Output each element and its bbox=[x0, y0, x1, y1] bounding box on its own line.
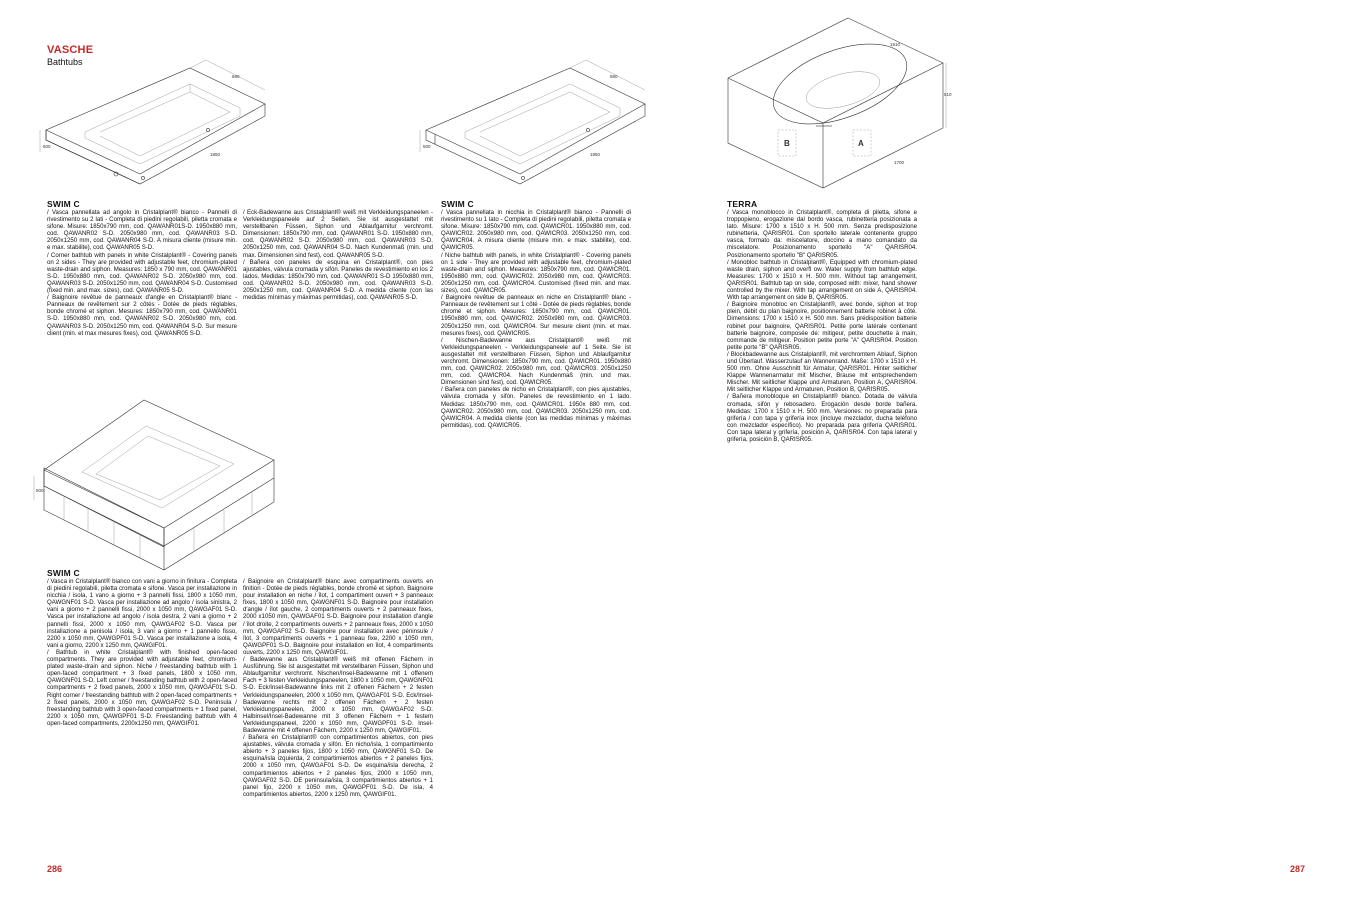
product-title-terra: TERRA bbox=[727, 199, 758, 209]
dim-width-label: 1510 bbox=[890, 42, 901, 47]
product-description-multilang: / Vasca pannellata in nicchia in Cristalplant® bianco - Pannelli di rivestimento su 1 lato - Completa di piedini regolabili, piletta cromata e sifone. Misure: 1850x790 mm, cod. QAWICR01. 1950x880 mm, cod. QAWICR02. 2050x980 mm, cod. QAWICR03. 2050x1250 mm, cod. QAWICR04. A misura cliente (misure min. e max. stabilite), cod. QAWICR05. / Niche bathtub with panels, in white Cristalplant® - Covering panels on 1 side - They are provided with adjustable feet, chromium-plated waste-drain and siphon. Measures: 1850x790 mm, cod. QAWICR01. 1950x880 mm, cod. QAWICR02. 2050x980 mm, cod. QAWICR03. 2050x1250 mm, cod. QAWICR04. Customised (fixed min. and max. sizes), cod. QAWICR05. / Baignoire revêtue de panneaux en niche en Cristalplant® blanc - Panneaux de revêtement sur 1 côté - Dotée de pieds réglables, bonde chromé et siphon. Mesures: 1850x790 mm, cod. QAWICR01. 1950x880 mm, cod. QAWICR02. 2050x980 mm, cod. QAWICR03. 2050x1250 mm, cod. QAWICR04. Sur mesure client (min. et max. mesures fixes), cod. QAWICR05. / Nischen-Badewanne aus Cristalplant® weiß mit Verkleidungspaneelen - Verkleidungspaneele auf 1 Seite. Sie ist ausgestattet mit verstellbaren Füssen, Siphon und Ablaufgarnitur verchromt. Dimensionen: 1850x790 mm, cod. QAWICR01. 1950x880 mm, cod. QAWICR02. 2050x980 mm, cod. QAWICR03. 2050x1250 mm, cod. QAWICR04. Nach Kundenmaß (min. und max. Dimensionen sind fest), cod. QAWICR05. / Bañera con paneles de nicho en Cristalplant®, con pies ajustables, válvula cromada y sifón. Paneles de revestimiento en 1 lado. Medidas: 1850x790 mm, cod. QAWICR01. 1950x 880 mm, cod. QAWICR02. 2050x980 mm, cod. QAWICR03. 2050x1250 mm, cod. QAWICR04. A medida cliente (con las medidas mínimas y máximas permitidas), cod. QAWICR05. bbox=[441, 209, 631, 429]
page-number-right: 287 bbox=[1290, 864, 1306, 874]
section-title: VASCHE bbox=[47, 44, 94, 56]
swim-c-corner-drawing bbox=[40, 60, 270, 190]
product-description-multilang: / Vasca monoblocco in Cristalplant®, completa di piletta, sifone e troppopieno, erogazione dal bordo vasca, rubinetteria posizionata a lato. Misure: 1700 x 1510 x H. 500 mm. Senza predisposizione rubinetteria, QARISR01. Con sportello laterale contenente gruppo vasca, formato da: miscelatore, doccino a mano comandato da miscelatore. Posizionamento sportello "A" QARISR04. Posizionamento sportello "B" QARISR05. / Monobloc bathtub in Cristalplant®, Equipped with chromium-plated waste drain, siphon and overfl ow. Water supply from bathtub edge. Measures: 1700 x 1510 x H. 500 mm. Without tap arrangement, QARISR01. Bathtub tap on side, composed with: mixer, hand shower controlled by the mixer. With tap arrangement on side A, QARISR04. With tap arrangement on side B, QARISR05. / Baignoire monobloc en Cristalplant®, avec bonde, siphon et trop plein, débit du plan baignoire, positionnement batterie robinet à côté. Dimensions: 1700 x 1510 x H. 500 mm. Sans prédisposition batterie robinet pour baignoire, QARISR01. Petite porte latérale contenant batterie baignoire, composée de: mitigeur, petite douchette à main, commande de mitigeur. Position petite porte "A" QARISR04. Position petite porte "B" QARISR05. / Blockbadewanne aus Cristalplant®, mit verchromtem Ablauf, Siphon und Überlauf. Wasserzulauf an Wannenrand. Maße: 1700 x 1510 x H. 500 mm. Ohne Ausschnitt für Armatur, QARISR01. Hinter seitlicher Klappe Wannenarmatur mit Mischer, Brause mit entsprechendem Mischer. Mit seitlicher Klappe und Armaturen, Position A, QARISR04. Mit seitlicher Klappe und Armaturen, Position B, QARISR05. / Bañera monobloque en Cristalplant® bianco. Dotada de válvula cromada, sifón y rebosadero. Erogación desde borde bañera. Medidas: 1700 x 1510 x H. 500 mm. Versiones: no preparada para grifería / con tapa y grifería inox (incluye mezclador, ducha teléfono con mezclador específico). No preparada para grifería QARISR01. Con tapa lateral y grifería, posición A, QARISR04. Con tapa lateral y grifería, posición B, QARISR05. bbox=[727, 209, 917, 443]
product-title-swim-c-corner: SWIM C bbox=[47, 199, 80, 209]
dim-depth-label: 680 bbox=[232, 74, 240, 79]
product-title-swim-c-niche: SWIM C bbox=[441, 199, 474, 209]
dim-height-label: 500 bbox=[423, 144, 431, 149]
dim-depth-label: 880 bbox=[610, 74, 618, 79]
swim-c-niche-drawing bbox=[420, 60, 650, 190]
dim-height-label: 500 bbox=[43, 144, 51, 149]
side-b-label: B bbox=[784, 139, 790, 148]
product-description-fr-de-es: / Baignoire en Cristalplant® blanc avec compartiments ouverts en finition - Dotée de pieds réglables, bonde chromé et siphon. Baignoire pour installation en niche / îlot, 1 compartiment ouvert + 3 panneaux fixes, 1800 x 1050 mm, QAWGNF01 S-D. Baignoire pour installation d'angle / îlot gauche, 2 compartiments ouverts + 2 panneaux fixes, 2000 x1050 mm, QAWGAF01 S-D. Baignoire pour installation d'angle / îlot droite, 2 compartiments ouverts + 2 panneaux fixes, 2000 x 1050 mm, QAWGAF02 S-D. Baignoire pour installation avec péninsule / îlot, 3 compartiments ouverts + 1 panneau fixe, 2200 x 1050 mm, QAWGPF01 S-D. Baignoire pour installation en îlot, 4 compartiments ouverts, 2200 x 1250 mm, QAWGIF01. / Badewanne aus Cristalplant® weiß mit offenen Fächern in Ausführung. Sie ist ausgestattet mit verstellbaren Füssen, Siphon und Ablaufgarnitur verchromt. Nischen/Insel-Badewanne mit 1 offenem Fach + 3 festen Verkleidungspaneelen, 1800 x 1050 mm, QAWGNF01 S-D. Eck/Insel-Badewanne links mit 2 offenen Fächern + 2 festen Verkleidungspaneelen, 2000 x 1050 mm, QAWGAF01 S-D. Eck/Insel-Badewanne rechts mit 2 offenen Fächern + 2 festen Verkleidungspaneelen, 2000 x 1050 mm, QAWGAF02 S-D. Halbinsel/Insel-Badewanne mit 3 offenen Fächern + 1 festem Verkleidungspaneel, 2200 x 1050 mm, QAWGPF01 S-D. Insel-Badewanne mit 4 offenen Fächern, 2200 x 1250 mm, QAWGIF01. / Bañera en Cristalplant® con compartimientos abiertos, con pies ajustables, válvula cromada y sifón. En nicho/isla, 1 compartimiento abierto + 3 paneles fijos, 1800 x 1050 mm, QAWGNF01 S-D. De esquina/isla izquierda, 2 compartimientos abiertos + 2 paneles fijos, 2000 x 1050 mm, QAWGAF01 S-D. De esquina/isla derecha, 2 compartimientos abiertos + 2 paneles fijos, 2000 x 1050 mm, QAWGAF02 S-D. DE peninsula/isla, 3 compartimientos abiertos + 1 panel fijo, 2200 x 1050 mm, QAWGPF01 S-D. De isla, 4 compartimientos abiertos, 2200 x 1250 mm, QAWGIF01. bbox=[243, 578, 433, 798]
terra-drawing bbox=[728, 18, 958, 198]
dim-height-label: 510 bbox=[944, 92, 952, 97]
page-number-left: 286 bbox=[47, 864, 63, 874]
section-subtitle: Bathtubs bbox=[47, 57, 83, 67]
swim-c-open-compartments-drawing bbox=[34, 400, 274, 555]
dim-length-label: 1700 bbox=[894, 160, 905, 165]
product-title-swim-c-open: SWIM C bbox=[47, 568, 80, 578]
dim-length-label: 1850 bbox=[210, 152, 221, 157]
side-a-label: A bbox=[858, 139, 864, 148]
product-description-de-es: / Eck-Badewanne aus Cristalplant® weiß mit Verkleidungspaneelen - Verkleidungspaneele auf 2 Seiten. Sie ist ausgestattet mit verstellbaren Füssen, Siphon und Ablaufgarnitur verchromt. Dimensionen: 1850x790 mm, cod. QAWANR01 S-D. 1950x880 mm, cod. QAWANR02 S-D. 2050x980 mm, cod. QAWANR03 S-D. 2050x1250 mm, cod. QAWANR04 S-D. Nach Kundenmaß (min. und max. Dimensionen sind fest), cod. QAWANR05 S-D. / Bañera con paneles de esquina en Cristalplant®, con pies ajustables, válvula cromada y sifón. Paneles de revestimiento en los 2 lados. Medidas: 1850x790 mm, cod. QAWANR01 S-D 1950x880 mm, cod. QAWANR02 S-D. 2050x980 mm, cod. QAWANR03 S-D. 2050x1250 mm, cod. QAWANR04 S-D. A medida cliente (con las medidas mínimas y máximas permitidas), cod. QAWANR05 S-D. bbox=[243, 209, 433, 302]
product-description-it-en: / Vasca in Cristalplant® bianco con vani a giorno in finitura - Completa di piedini regolabili, piletta cromata e sifone. Vasca per installazione in nicchia / isola, 1 vano a giorno + 3 pannelli fissi, 1800 x 1050 mm, QAWGNF01 S-D. Vasca per installazione ad angolo / isola sinistra, 2 vani a giorno + 2 pannelli fissi, 2000 x 1050 mm, QAWGAF01 S-D. Vasca per installazione ad angolo / isola destra, 2 vani a giorno + 2 pannelli fissi, 2000 x 1050 mm, QAWGAF02 S-D. Vasca per installazione a penisola / isola, 3 vani a giorno + 1 pannello fisso, 2200 x 1050 mm, QAWGPF01 S-D. Vasca per installazione a isola, 4 vani a giorno, 2200 x 1250 mm, QAWGIF01. / Bathtub in white Cristalplant® with finished open-faced compartments. They are provided with adjustable feet, chromium-plated waste-drain and siphon. Niche / freestanding bathtub with 1 open-faced compartment + 3 fixed panels, 1800 x 1050 mm, QAWGNF01 S-D. Left corner / freestanding bathtub with 2 open-faced compartments + 2 fixed panels, 2000 x 1050 mm, QAWGAF01 S-D. Right corner / freestanding bathtub with 2 open-faced compartments + 2 fixed panels, 2000 x 1050 mm, QAWGAF02 S-D. Peninsula / freestanding bathtub with 3 open-faced compartments + 1 fixed panel, 2200 x 1050 mm, QAWGPF01 S-D. Freestanding bathtub with 4 open-faced compartments, 2200x1250 mm, QAWGIF01. bbox=[47, 578, 237, 727]
dim-height-label: 500 bbox=[36, 488, 44, 493]
product-description-it-en-fr: / Vasca pannellata ad angolo in Cristalplant® bianco - Pannelli di rivestimento su 2 lati - Completa di piedini regolabili, piletta cromata e sifone. Misure: 1850x790 mm, cod. QAWANR01S-D. 1950x880 mm, cod. QAWANR02 S-D. 2050x980 mm, cod. QAWANR03 S-D. 2050x1250 mm, cod. QAWANR04 S-D. A misura cliente (misure min. e max. stabilite), cod. QAWANR05 S-D. / Corner bathtub with panels in white Cristalplant® - Covering panels on 2 sides - They are provided with adjustable feet, chromium-plated waste-drain and siphon. Measures: 1850 x 790 mm, cod. QAWANR01 S-D. 1950x880 mm, cod. QAWANR02 S-D. 2050x980 mm, cod. QAWANR03 S-D. 2050x1250 mm, cod. QAWANR04 S-D. Customised (fixed min. and max. sizes), cod. QAWANR05 S-D. / Baignoire revêtue de panneaux d'angle en Cristalplant® blanc - Panneaux de revêtement sur 2 côtés - Dotée de pieds réglables, bonde chromé et siphon. Mesures: 1850x790 mm, cod. QAWANR01 S-D. 1950x880 mm, cod. QAWANR02 S-D. 2050x980 mm, cod. QAWANR03 S-D. 2050x1250 mm, cod. QAWANR04 S-D. Sur mesure client (min. et max mesures fixes), cod. QAWANR05 S-D. bbox=[47, 209, 237, 337]
dim-length-label: 1850 bbox=[590, 152, 601, 157]
